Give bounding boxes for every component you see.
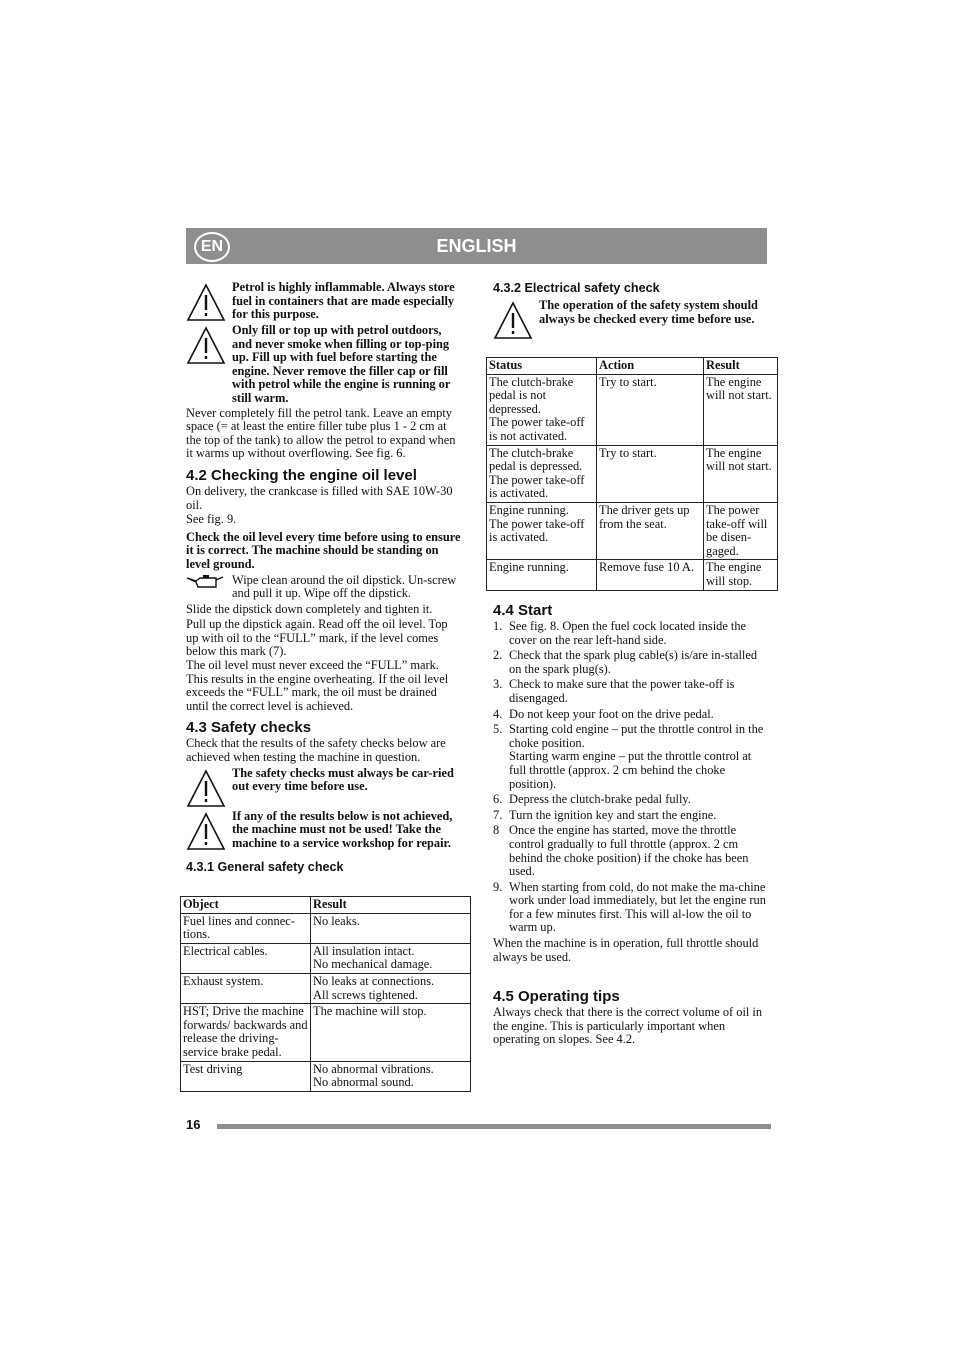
table-cell: The clutch-brake pedal is depressed. The power take-off is activated. — [487, 445, 597, 502]
table-cell: Try to start. — [597, 374, 704, 445]
start-steps-list — [493, 620, 769, 935]
paragraph: See fig. 9. — [186, 512, 237, 527]
section-heading-4-3: 4.3 Safety checks — [186, 719, 312, 737]
list-item: 9. When starting from cold, do not make the ma-chine work under load immediately, but let the engine run for a few minutes first. This will al-low the oil to warm up. — [493, 879, 766, 935]
table-row — [181, 943, 471, 973]
warning-triangle-icon — [186, 769, 226, 809]
warning-triangle-icon — [186, 326, 226, 366]
language-badge: EN — [194, 232, 230, 262]
table-header-cell: Result — [311, 897, 471, 914]
warning-text: Petrol is highly inflammable. Always store fuel in containers that are made especially for this purpose. — [232, 280, 455, 322]
paragraph: The oil level must never exceed the “FULL” mark. This results in the engine overheating. If the oil level exceeds the “FULL” mark, the oil must be drained until the correct level is achieved. — [186, 658, 449, 713]
list-item: 2. Check that the spark plug cable(s) is/are in-stalled on the spark plug(s). — [493, 648, 758, 676]
table-row — [181, 1061, 471, 1091]
list-item: 1. See fig. 8. Open the fuel cock located inside the cover on the rear left-hand side. — [493, 619, 747, 647]
table-cell: The engine will stop. — [704, 560, 778, 590]
paragraph: When the machine is in operation, full throttle should always be used. — [493, 936, 759, 964]
left-column — [186, 281, 462, 878]
paragraph: Always check that there is the correct volume of oil in the engine. This is particularly important when operating on slopes. See 4.2. — [493, 1005, 763, 1047]
table-cell: Test driving — [181, 1061, 311, 1091]
table-cell: The engine will not start. — [704, 374, 778, 445]
section-heading-4-3-2: 4.3.2 Electrical safety check — [493, 281, 660, 295]
warning-safety-checks — [186, 767, 462, 809]
table-row — [181, 1004, 471, 1061]
table-row — [487, 445, 778, 502]
section-heading-4-4: 4.4 Start — [493, 602, 553, 619]
table-cell: The machine will stop. — [311, 1004, 471, 1061]
paragraph: Slide the dipstick down completely and tighten it. — [186, 601, 433, 616]
table-header-cell: Result — [704, 358, 778, 375]
warning-text: Only fill or top up with petrol outdoors, and never smoke when filling or top-ping up. Fill up with fuel before starting the engine. Never remove the filler cap or fill with petrol while the engine is running or still warm. — [232, 323, 451, 405]
table-cell: Engine running. — [487, 560, 597, 590]
table-cell: No leaks. — [311, 913, 471, 943]
table-header-row — [181, 897, 471, 914]
table-cell: The engine will not start. — [704, 445, 778, 502]
table-cell: The clutch-brake pedal is not depressed. The power take-off is not activated. — [487, 374, 597, 445]
table-cell: The power take-off will be disen-gaged. — [704, 502, 778, 559]
general-safety-table — [180, 896, 471, 1092]
table-cell: The driver gets up from the seat. — [597, 502, 704, 559]
warning-triangle-icon — [493, 301, 533, 341]
table-row — [181, 913, 471, 943]
footer-rule — [217, 1124, 771, 1129]
table-cell: Try to start. — [597, 445, 704, 502]
table-cell: Engine running. The power take-off is activated. — [487, 502, 597, 559]
warning-triangle-icon — [186, 812, 226, 852]
warning-text: If any of the results below is not achieved, the machine must not be used! Take the machine to a service workshop for repair. — [232, 808, 453, 850]
warning-safety-system — [493, 299, 769, 341]
oil-can-icon — [186, 574, 226, 590]
paragraph: On delivery, the crankcase is filled with SAE 10W-30 oil. — [186, 483, 453, 512]
warning-results-not-achieved — [186, 810, 462, 852]
table-header-cell: Action — [597, 358, 704, 375]
table-row — [487, 560, 778, 590]
table-row — [487, 374, 778, 445]
warning-triangle-icon — [186, 283, 226, 323]
table-cell: Exhaust system. — [181, 973, 311, 1003]
table-header-row — [487, 358, 778, 375]
list-item: 7. Turn the ignition key and start the engine. — [493, 807, 717, 822]
table-cell: All insulation intact. No mechanical damage. — [311, 943, 471, 973]
table-cell: No abnormal vibrations. No abnormal sound. — [311, 1061, 471, 1091]
list-item: 5. Starting cold engine – put the throttle control in the choke position. Starting warm engine – put the throttle control at full throttle (approx. 2 cm behind the choke position). — [493, 722, 764, 791]
paragraph-bold: Check the oil level every time before using to ensure it is correct. The machine should be standing on level ground. — [186, 529, 461, 571]
right-column — [493, 281, 769, 342]
table-row — [487, 502, 778, 559]
table-cell: Fuel lines and connec-tions. — [181, 913, 311, 943]
paragraph: Wipe clean around the oil dipstick. Un-screw and pull it up. Wipe off the dipstick. — [232, 572, 457, 601]
table-cell: No leaks at connections. All screws tightened. — [311, 973, 471, 1003]
table-cell: Remove fuse 10 A. — [597, 560, 704, 590]
table-cell: HST; Drive the machine forwards/ backwards and release the driving-service brake pedal. — [181, 1004, 311, 1061]
warning-petrol-flammable — [186, 281, 462, 323]
electrical-safety-table — [486, 357, 778, 591]
paragraph: Check that the results of the safety checks below are achieved when testing the machine in question. — [186, 736, 446, 765]
section-heading-4-2: 4.2 Checking the engine oil level — [186, 466, 417, 484]
paragraph-tank: Never completely fill the petrol tank. Leave an empty space (= at least the entire filler tube plus 1 - 2 cm at the top of the tank) to allow the petrol to expand when it warms up without overflowing. See fig. 6. — [186, 405, 456, 461]
language-banner — [186, 228, 767, 264]
list-item: 6. Depress the clutch-brake pedal fully. — [493, 792, 691, 807]
table-header-cell: Status — [487, 358, 597, 375]
table-header-cell: Object — [181, 897, 311, 914]
page-number: 16 — [186, 1117, 201, 1132]
oil-check-row — [186, 574, 462, 601]
table-row — [181, 973, 471, 1003]
table-cell: Electrical cables. — [181, 943, 311, 973]
section-heading-4-5: 4.5 Operating tips — [493, 988, 620, 1006]
list-item: 8 Once the engine has started, move the throttle control gradually to full throttle (approx. 2 cm behind the choke position) if the choke has been used. — [493, 823, 749, 879]
page-title: ENGLISH — [436, 236, 517, 256]
warning-text: The operation of the safety system should always be checked every time before use. — [539, 298, 758, 326]
warning-petrol-filling — [186, 324, 462, 406]
paragraph: Pull up the dipstick again. Read off the oil level. Top up with oil to the “FULL” mark, if the level comes below this mark (7). — [186, 617, 448, 659]
start-section — [493, 602, 769, 1047]
list-item: 4. Do not keep your foot on the drive pedal. — [493, 706, 714, 721]
list-item: 3. Check to make sure that the power take-off is disengaged. — [493, 677, 735, 705]
section-heading-4-3-1: 4.3.1 General safety check — [186, 859, 344, 874]
warning-text: The safety checks must always be car-ried out every time before use. — [232, 765, 454, 794]
